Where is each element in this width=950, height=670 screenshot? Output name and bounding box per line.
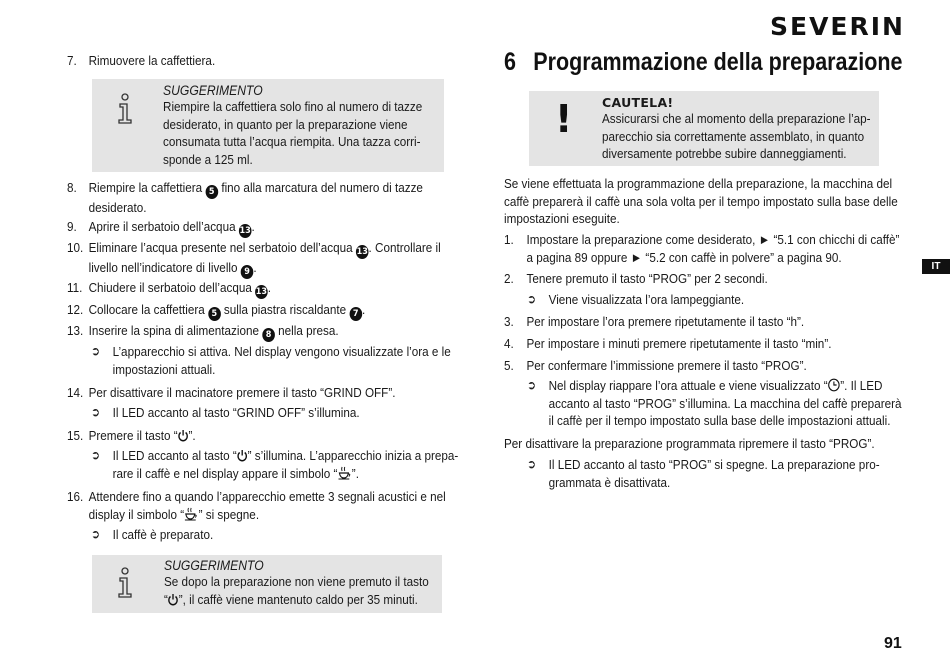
step-r1: 1. Impostare la preparazione come desiderato, ► “5.1 con chicchi di caffè” a pagina 89 oppure ► “5.2 con caffè in polvere” a pagina 90.	[504, 232, 900, 265]
power-icon	[178, 429, 189, 442]
power-icon	[237, 449, 248, 462]
ref-badge: 5	[208, 307, 221, 321]
result-arrow-icon: ➲	[91, 527, 101, 541]
result-r2: ➲ Viene visualizzata l’ora lampeggiante.	[527, 292, 745, 307]
step-r4: 4. Per impostare i minuti premere ripetutamente il tasto “min”.	[504, 336, 832, 351]
coffee-cup-icon	[184, 507, 198, 521]
section-heading: 6 Programmazione della preparazione	[504, 48, 903, 76]
step-r3: 3. Per impostare l’ora premere ripetutamente il tasto “h”.	[504, 314, 805, 329]
result-r5: ➲ Nel display riappare l’ora attuale e viene visualizzato “ ”. Il LED accanto al tasto “PROG” s’illumina. La macchina del caffè preparerà il caffè per il tempo impostato sulla base delle impostazioni attuali.	[527, 378, 902, 428]
brand-logo: SEVERIN	[770, 12, 905, 41]
step-12: 12. Collocare la caffettiera 5 sulla piastra riscaldante 7 .	[67, 302, 366, 319]
step-14: 14. Per disattivare il macinatore premere il tasto “GRIND OFF”.	[67, 385, 396, 400]
result-arrow-icon: ➲	[527, 292, 537, 306]
result-arrow-icon: ➲	[527, 378, 537, 392]
ref-badge: 13	[356, 247, 368, 257]
result-arrow-icon: ➲	[91, 405, 101, 419]
result-14: ➲ Il LED accanto al tasto “GRIND OFF” s’illumina.	[91, 405, 360, 420]
language-tab: IT	[922, 259, 950, 274]
info-i-icon	[114, 93, 136, 125]
coffee-cup-icon	[337, 466, 351, 480]
step-8: 8. Riempire la caffettiera 5 fino alla marcatura del numero di tazze desiderato.	[67, 180, 423, 215]
page-number: 91	[884, 635, 902, 652]
deactivate-paragraph: Per disattivare la preparazione programmata ripremere il tasto “PROG”.	[504, 436, 875, 451]
step-r2: 2. Tenere premuto il tasto “PROG” per 2 secondi.	[504, 271, 768, 286]
tip-header: SUGGERIMENTO	[163, 83, 263, 98]
tip-box-2: SUGGERIMENTO Se dopo la preparazione non viene premuto il tasto “ ”, il caffè viene mantenuto caldo per 35 minuti.	[92, 555, 442, 613]
result-arrow-icon: ➲	[91, 344, 101, 358]
step-15: 15. Premere il tasto “ ”.	[67, 428, 196, 443]
exclamation-icon: !	[555, 97, 573, 141]
result-16: ➲ Il caffè è preparato.	[91, 527, 214, 542]
ref-badge: 8	[262, 328, 275, 342]
clock-icon	[828, 378, 841, 392]
ref-badge: 7	[349, 307, 362, 321]
step-11: 11. Chiudere il serbatoio dell’acqua 13.	[67, 280, 271, 297]
ref-badge: 13	[239, 226, 251, 236]
ref-badge: 9	[241, 265, 254, 279]
ref-badge: 5	[205, 185, 218, 199]
step-r5: 5. Per confermare l’immissione premere il tasto “PROG”.	[504, 358, 807, 373]
step-9: 9. Aprire il serbatoio dell’acqua 13.	[67, 219, 255, 236]
tip-header: SUGGERIMENTO	[164, 558, 264, 573]
caution-header: CAUTELA!	[602, 95, 674, 110]
info-i-icon	[114, 567, 136, 599]
result-13: ➲ L’apparecchio si attiva. Nel display vengono visualizzate l’ora e le impostazioni attuali.	[91, 344, 451, 377]
result-r6: ➲ Il LED accanto al tasto “PROG” si spegne. La preparazione pro- grammata è disattivata.	[527, 457, 880, 490]
caution-box: ! CAUTELA! Assicurarsi che al momento della preparazione l’ap- parecchio sia correttamente assemblato, in quanto diversamente potrebbe subire danneggiamenti.	[529, 91, 879, 166]
step-10: 10. Eliminare l’acqua presente nel serbatoio dell’acqua 13. Controllare il livello nell’indicatore di livello 9 .	[67, 240, 441, 277]
step-16: 16. Attendere fino a quando l’apparecchio emette 3 segnali acustici e nel display il simbolo “ ” si spegne.	[67, 489, 446, 522]
power-icon	[168, 593, 179, 606]
result-arrow-icon: ➲	[91, 448, 101, 462]
result-arrow-icon: ➲	[527, 457, 537, 471]
result-15: ➲ Il LED accanto al tasto “ ” s’illumina. L’apparecchio inizia a prepa- rare il caffè e nel display appare il simbolo “ ”.	[91, 448, 459, 481]
ref-badge: 13	[255, 287, 268, 297]
step-13: 13. Inserire la spina di alimentazione 8 nella presa.	[67, 323, 339, 340]
tip-box-1: SUGGERIMENTO Riempire la caffettiera solo fino al numero di tazze desiderato, in quanto per la preparazione viene consumata tutta l’acqua riempita. Una tazza corri- sponde a 125 ml.	[92, 79, 444, 172]
step-7: 7. Rimuovere la caffettiera.	[67, 53, 216, 68]
intro-paragraph: Se viene effettuata la programmazione della preparazione, la macchina del caffè preparerà il caffè una sola volta per il tempo impostato sulla base delle impostazioni eseguite.	[504, 176, 898, 226]
